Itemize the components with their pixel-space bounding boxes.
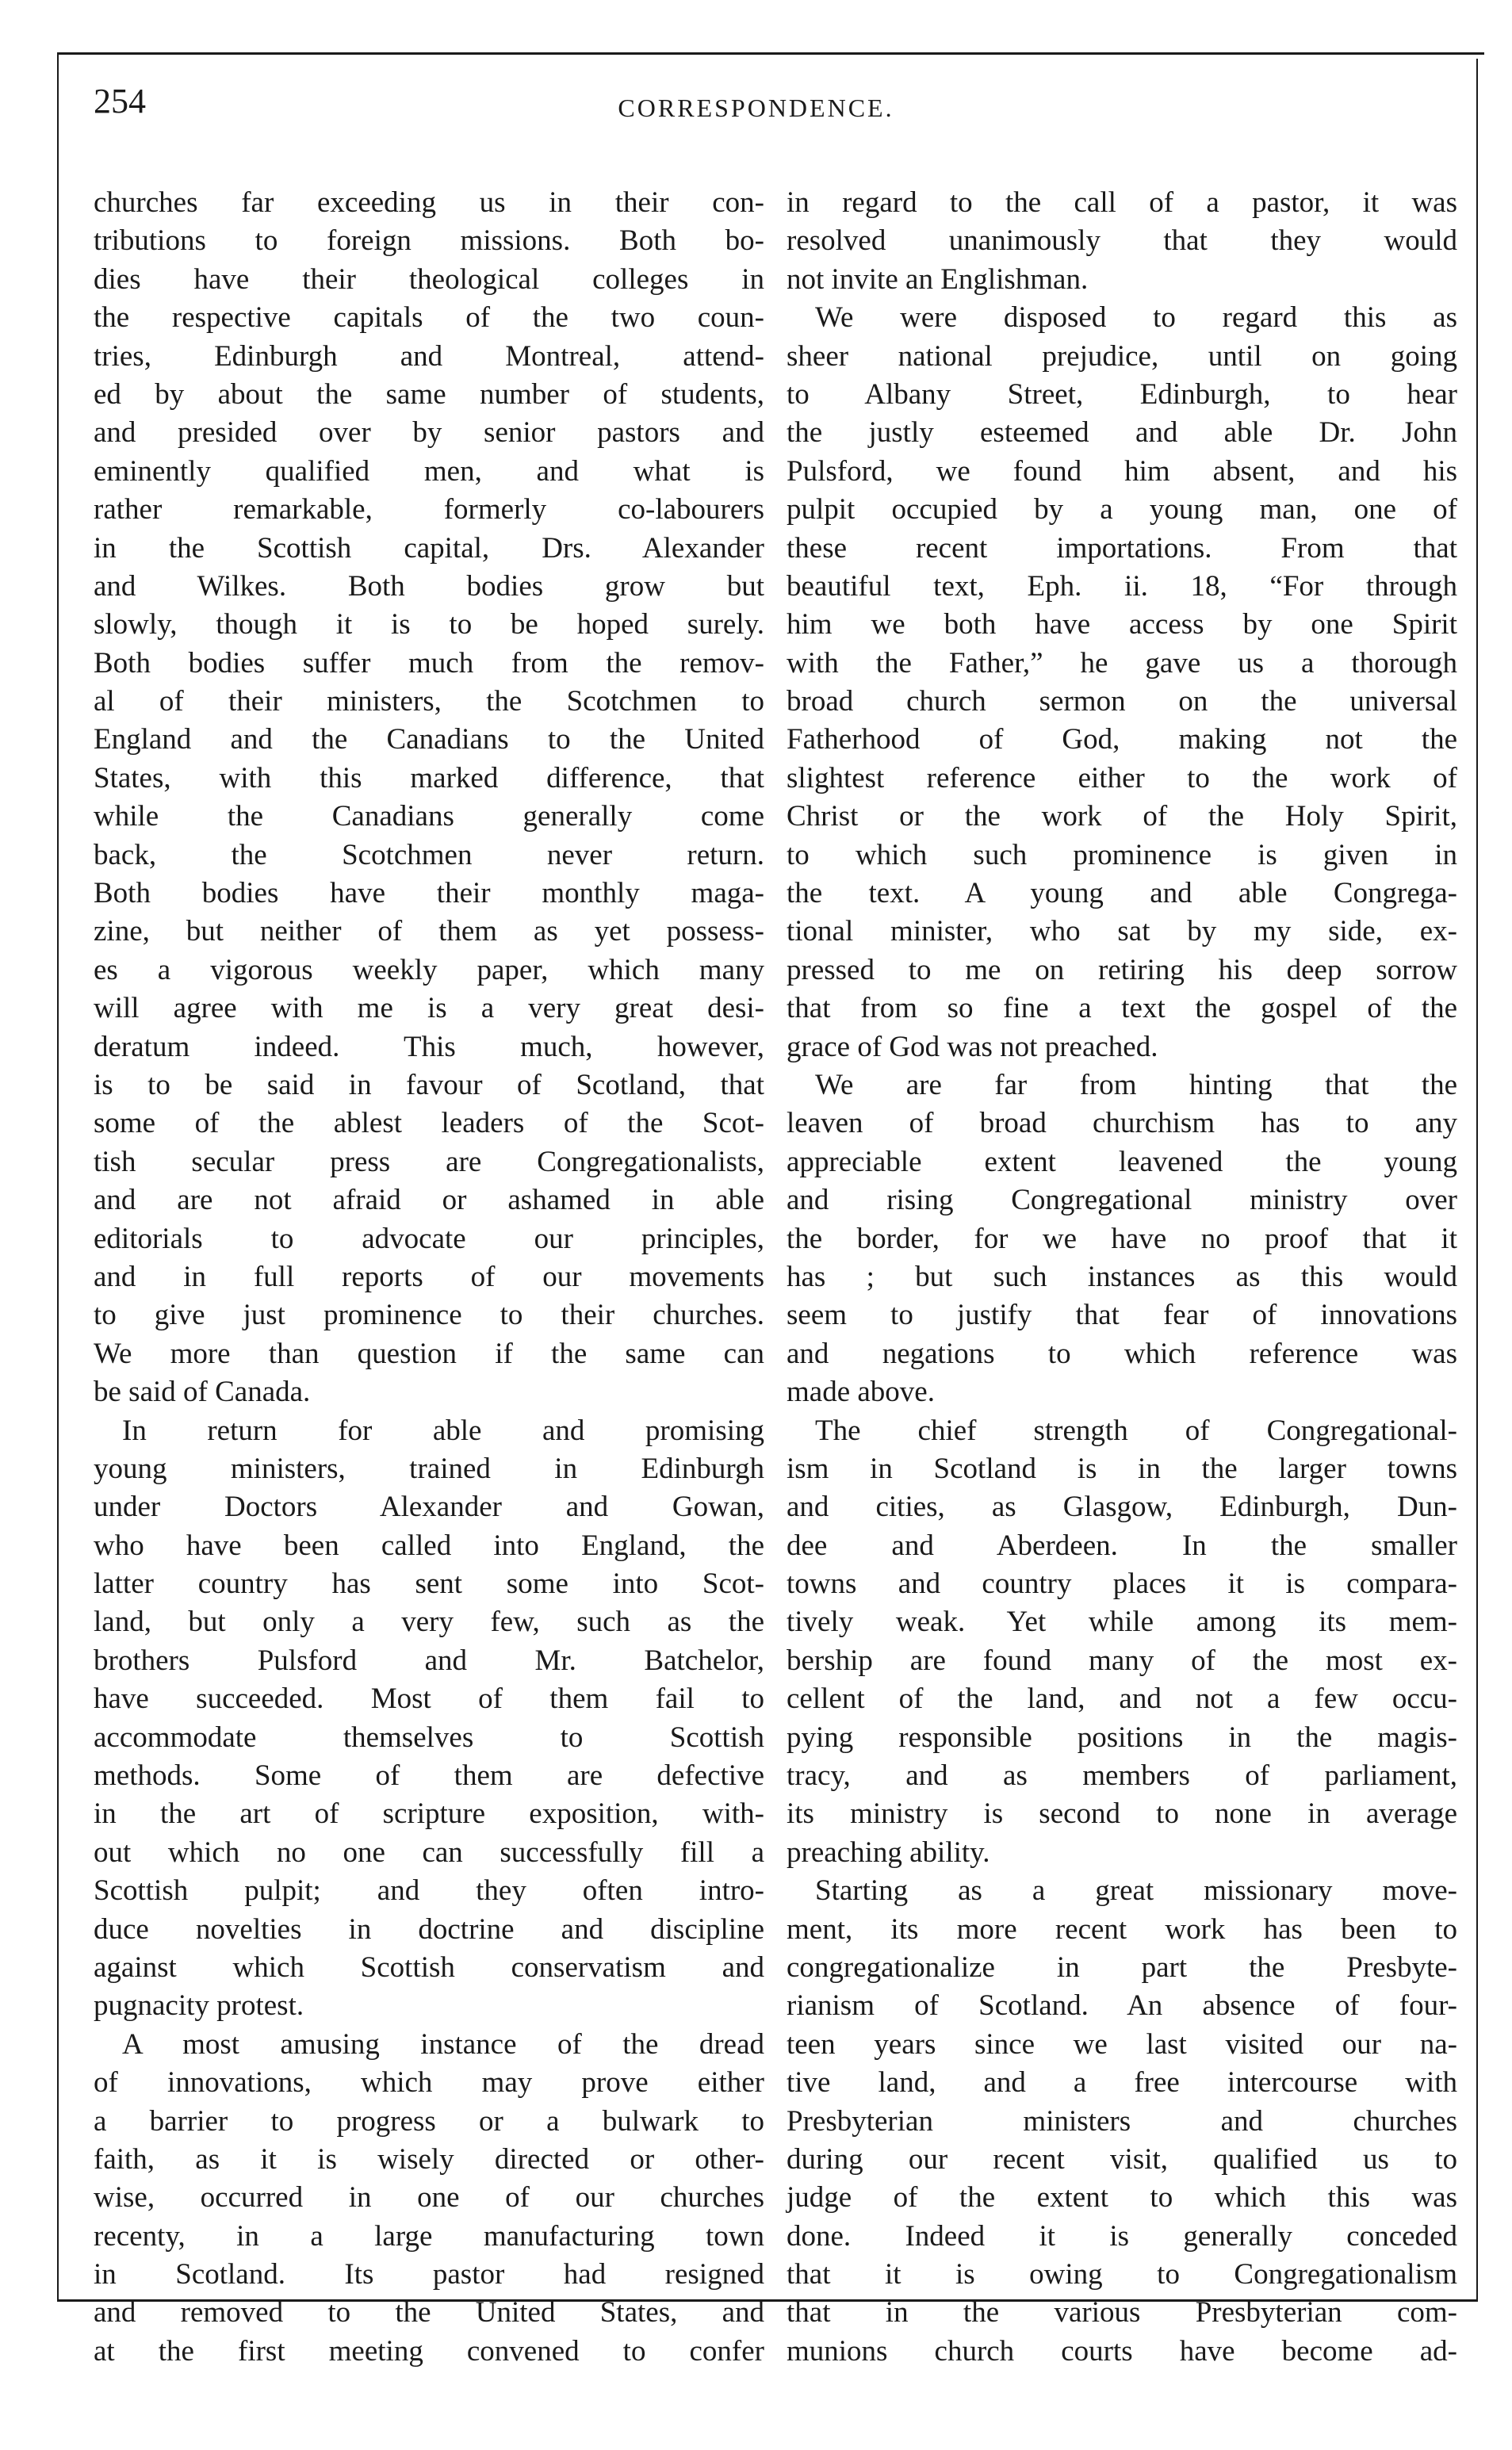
text-line: duce novelties in doctrine and discipline xyxy=(94,1912,764,1946)
text-line: rianism of Scotland. An absence of four- xyxy=(787,1989,1457,2023)
text-line: pugnacity protest. xyxy=(94,1989,304,2023)
text-line: Both bodies suffer much from the remov- xyxy=(94,646,764,679)
text-line: while the Canadians generally come xyxy=(94,800,764,833)
text-line: and in full reports of our movements xyxy=(94,1260,764,1293)
text-line: broad church sermon on the universal xyxy=(787,685,1457,718)
text-line: preaching ability. xyxy=(787,1836,990,1869)
text-line: brothers Pulsford and Mr. Batchelor, xyxy=(94,1644,764,1677)
text-line: will agree with me is a very great desi- xyxy=(94,992,764,1025)
text-line: wise, occurred in one of our churches xyxy=(94,2181,764,2215)
text-line: and removed to the United States, and xyxy=(94,2296,764,2329)
text-line: and are not afraid or ashamed in able xyxy=(94,1184,764,1217)
text-line: accommodate themselves to Scottish xyxy=(94,1721,764,1754)
text-line: es a vigorous weekly paper, which many xyxy=(94,953,764,986)
text-line: and presided over by senior pastors and xyxy=(94,416,764,450)
text-line: Pulsford, we found him absent, and his xyxy=(787,454,1457,488)
text-line: the justly esteemed and able Dr. John xyxy=(787,416,1457,450)
text-line: back, the Scotchmen never return. xyxy=(94,838,764,871)
text-line: pying responsible positions in the magis- xyxy=(787,1721,1457,1754)
text-line: of innovations, which may prove either xyxy=(94,2066,764,2100)
text-line: recenty, in a large manufacturing town xyxy=(94,2219,764,2253)
text-line: Both bodies have their monthly maga- xyxy=(94,877,764,910)
left-text-column xyxy=(94,184,764,2371)
text-line: towns and country places it is compara- xyxy=(787,1568,1457,1601)
text-line: young ministers, trained in Edinburgh xyxy=(94,1452,764,1485)
text-line: the border, for we have no proof that it xyxy=(787,1222,1457,1255)
text-line: dies have their theological colleges in xyxy=(94,262,764,296)
text-line: a barrier to progress or a bulwark to xyxy=(94,2104,764,2138)
text-line: A most amusing instance of the dread xyxy=(122,2027,764,2061)
text-line: at the first meeting convened to confer xyxy=(94,2334,764,2368)
text-line: faith, as it is wisely directed or other- xyxy=(94,2142,764,2176)
text-line: slightest reference either to the work of xyxy=(787,761,1457,794)
text-line: these recent importations. From that xyxy=(787,531,1457,565)
text-line: seem to justify that fear of innovations xyxy=(787,1299,1457,1332)
text-line: that in the various Presbyterian com- xyxy=(787,2296,1457,2329)
text-line: beautiful text, Eph. ii. 18, “For through xyxy=(787,569,1457,603)
text-line: and cities, as Glasgow, Edinburgh, Dun- xyxy=(787,1491,1457,1524)
text-line: and negations to which reference was xyxy=(787,1337,1457,1370)
text-line: the respective capitals of the two coun- xyxy=(94,301,764,335)
text-line: We more than question if the same can xyxy=(94,1337,764,1370)
text-line: and Wilkes. Both bodies grow but xyxy=(94,569,764,603)
text-line: and rising Congregational ministry over xyxy=(787,1184,1457,1217)
text-line: editorials to advocate our principles, xyxy=(94,1222,764,1255)
text-line: We were disposed to regard this as xyxy=(815,301,1457,335)
text-line: tional minister, who sat by my side, ex- xyxy=(787,915,1457,948)
text-line: The chief strength of Congregational- xyxy=(815,1414,1457,1447)
text-line: made above. xyxy=(787,1376,935,1409)
text-line: out which no one can successfully fill a xyxy=(94,1836,764,1869)
text-line: Starting as a great missionary move- xyxy=(815,1874,1457,1908)
text-line: zine, but neither of them as yet possess- xyxy=(94,915,764,948)
text-line: teen years since we last visited our na- xyxy=(787,2027,1457,2061)
text-line: judge of the extent to which this was xyxy=(787,2181,1457,2215)
running-title: CORRESPONDENCE. xyxy=(618,94,894,122)
text-line: done. Indeed it is generally conceded xyxy=(787,2219,1457,2253)
text-line: during our recent visit, qualified us to xyxy=(787,2142,1457,2176)
text-line: sheer national prejudice, until on going xyxy=(787,339,1457,373)
text-line: rather remarkable, formerly co-labourers xyxy=(94,493,764,526)
text-line: In return for able and promising xyxy=(122,1414,764,1447)
text-line: We are far from hinting that the xyxy=(815,1068,1457,1101)
text-line: grace of God was not preached. xyxy=(787,1030,1158,1063)
text-line: resolved unanimously that they would xyxy=(787,224,1457,258)
text-line: who have been called into England, the xyxy=(94,1529,764,1562)
text-line: pressed to me on retiring his deep sorrow xyxy=(787,953,1457,986)
page-border-right xyxy=(1476,59,1478,2299)
text-line: tracy, and as members of parliament, xyxy=(787,1759,1457,1793)
text-line: latter country has sent some into Scot- xyxy=(94,1568,764,1601)
text-line: churches far exceeding us in their con- xyxy=(94,186,764,219)
text-line: tries, Edinburgh and Montreal, attend- xyxy=(94,339,764,373)
text-line: tish secular press are Congregationalists, xyxy=(94,1145,764,1178)
text-line: Fatherhood of God, making not the xyxy=(787,723,1457,756)
text-line: pulpit occupied by a young man, one of xyxy=(787,493,1457,526)
text-line: is to be said in favour of Scotland, that xyxy=(94,1068,764,1101)
text-line: that it is owing to Congregationalism xyxy=(787,2258,1457,2291)
text-line: tively weak. Yet while among its mem- xyxy=(787,1606,1457,1639)
page-border-left xyxy=(57,52,59,2301)
text-line: with the Father,” he gave us a thorough xyxy=(787,646,1457,679)
text-line: him we both have access by one Spirit xyxy=(787,608,1457,641)
text-line: ed by about the same number of students, xyxy=(94,377,764,411)
page-number: 254 xyxy=(94,82,146,121)
text-line: tributions to foreign missions. Both bo- xyxy=(94,224,764,258)
text-line: slowly, though it is to be hoped surely. xyxy=(94,608,764,641)
right-text-column xyxy=(787,184,1457,2371)
text-line: ism in Scotland is in the larger towns xyxy=(787,1452,1457,1485)
page-border-top xyxy=(57,52,1484,55)
text-line: bership are found many of the most ex- xyxy=(787,1644,1457,1677)
text-line: tive land, and a free intercourse with xyxy=(787,2066,1457,2100)
text-line: Presbyterian ministers and churches xyxy=(787,2104,1457,2138)
text-line: munions church courts have become ad- xyxy=(787,2334,1457,2368)
text-line: eminently qualified men, and what is xyxy=(94,454,764,488)
text-line: cellent of the land, and not a few occu- xyxy=(787,1682,1457,1716)
text-line: methods. Some of them are defective xyxy=(94,1759,764,1793)
text-line: al of their ministers, the Scotchmen to xyxy=(94,685,764,718)
text-line: England and the Canadians to the United xyxy=(94,723,764,756)
text-line: appreciable extent leavened the young xyxy=(787,1145,1457,1178)
text-line: some of the ablest leaders of the Scot- xyxy=(94,1107,764,1140)
text-line: its ministry is second to none in average xyxy=(787,1797,1457,1831)
text-line: to Albany Street, Edinburgh, to hear xyxy=(787,377,1457,411)
text-line: deratum indeed. This much, however, xyxy=(94,1030,764,1063)
text-line: in regard to the call of a pastor, it was xyxy=(787,186,1457,219)
text-line: be said of Canada. xyxy=(94,1376,311,1409)
text-line: the text. A young and able Congrega- xyxy=(787,877,1457,910)
text-line: States, with this marked difference, that xyxy=(94,761,764,794)
text-line: ment, its more recent work has been to xyxy=(787,1912,1457,1946)
text-line: not invite an Englishman. xyxy=(787,262,1089,296)
text-line: leaven of broad churchism has to any xyxy=(787,1107,1457,1140)
text-line: has ; but such instances as this would xyxy=(787,1260,1457,1293)
text-line: in the Scottish capital, Drs. Alexander xyxy=(94,531,764,565)
text-line: in Scotland. Its pastor had resigned xyxy=(94,2258,764,2291)
text-line: under Doctors Alexander and Gowan, xyxy=(94,1491,764,1524)
text-line: congregationalize in part the Presbyte- xyxy=(787,1950,1457,1984)
text-line: land, but only a very few, such as the xyxy=(94,1606,764,1639)
text-line: against which Scottish conservatism and xyxy=(94,1950,764,1984)
text-line: to which such prominence is given in xyxy=(787,838,1457,871)
text-line: dee and Aberdeen. In the smaller xyxy=(787,1529,1457,1562)
text-line: have succeeded. Most of them fail to xyxy=(94,1682,764,1716)
text-line: Scottish pulpit; and they often intro- xyxy=(94,1874,764,1908)
text-line: Christ or the work of the Holy Spirit, xyxy=(787,800,1457,833)
text-line: that from so fine a text the gospel of the xyxy=(787,992,1457,1025)
text-line: to give just prominence to their churches. xyxy=(94,1299,764,1332)
text-line: in the art of scripture exposition, with- xyxy=(94,1797,764,1831)
